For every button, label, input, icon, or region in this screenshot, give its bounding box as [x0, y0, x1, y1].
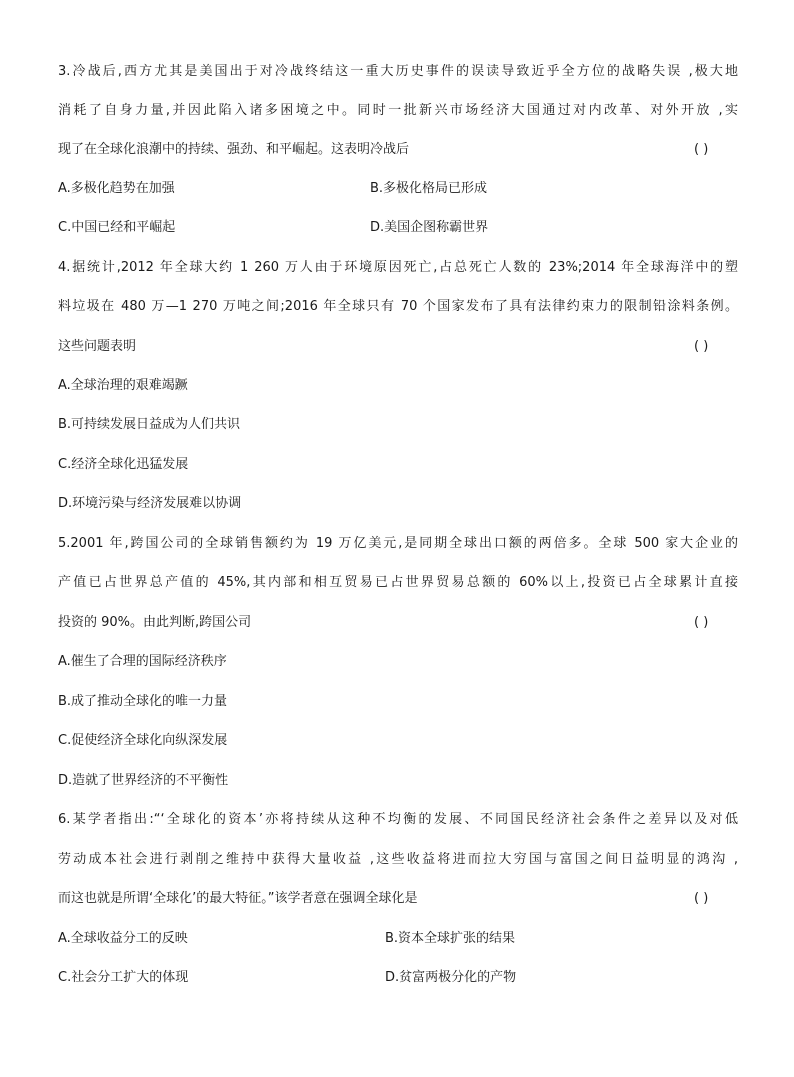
option-c: C.经济全球化迅猛发展 [58, 457, 189, 472]
option-c: C.促使经济全球化向纵深发展 [58, 733, 228, 748]
question-5-stem-end [58, 612, 738, 634]
option-c: C.中国已经和平崛起 [58, 220, 176, 235]
option-d: D.美国企图称霸世界 [370, 220, 489, 235]
question-5-line-3: 投资的 90%。由此判断,跨国公司 [58, 615, 252, 630]
question-4-line-2: 料垃圾在 480 万—1 270 万吨之间;2016 年全球只有 70 个国家发布了具有法律约束力的限制铅涂料条例。 [58, 299, 738, 314]
question-5-line-2: 产值已占世界总产值的 45%,其内部和相互贸易已占世界贸易总额的 60%以上,投资已占全球累计直接 [58, 575, 738, 590]
answer-blank: ( ) [694, 888, 738, 910]
answer-blank: ( ) [694, 336, 738, 358]
option-a: A.催生了合理的国际经济秩序 [58, 654, 227, 669]
question-3-line-1: 3.冷战后,西方尤其是美国出于对冷战终结这一重大历史事件的误读导致近乎全方位的战略失误 ,极大地 [58, 64, 738, 79]
option-c: C.社会分工扩大的体现 [58, 970, 189, 985]
option-d: D.环境污染与经济发展难以协调 [58, 496, 242, 511]
question-5-line-1: 5.2001 年,跨国公司的全球销售额约为 19 万亿美元,是同期全球出口额的两倍多。全球 500 家大企业的 [58, 536, 738, 551]
question-6-line-1: 6.某学者指出:“‘全球化的资本’亦将持续从这种不均衡的发展、不同国民经济社会条件之差异以及对低 [58, 812, 738, 827]
question-3-line-2: 消耗了自身力量,并因此陷入诸多困境之中。同时一批新兴市场经济大国通过对内改革、对外开放 ,实 [58, 103, 738, 118]
question-4-line-3: 这些问题表明 [58, 339, 137, 354]
option-d: D.贫富两极分化的产物 [385, 970, 517, 985]
question-3-stem-end [58, 139, 738, 161]
option-a: A.全球治理的艰难竭蹶 [58, 378, 188, 393]
option-b: B.资本全球扩张的结果 [385, 931, 516, 946]
question-3-line-3: 现了在全球化浪潮中的持续、强劲、和平崛起。这表明冷战后 [58, 142, 410, 157]
question-4-line-1: 4.据统计,2012 年全球大约 1 260 万人由于环境原因死亡,占总死亡人数的 23%;2014 年全球海洋中的塑 [58, 260, 738, 275]
option-a: A.多极化趋势在加强 [58, 181, 175, 196]
answer-blank: ( ) [694, 139, 738, 161]
question-6-stem-end [58, 888, 738, 910]
question-4-stem-end [58, 336, 738, 358]
option-d: D.造就了世界经济的不平衡性 [58, 773, 229, 788]
option-b: B.可持续发展日益成为人们共识 [58, 417, 241, 432]
question-6-line-3: 而这也就是所谓‘全球化’的最大特征。”该学者意在强调全球化是 [58, 891, 418, 906]
option-b: B.成了推动全球化的唯一力量 [58, 694, 228, 709]
question-6-line-2: 劳动成本社会进行剥削之维持中获得大量收益 ,这些收益将进而拉大穷国与富国之间日益明显的鸿沟 , [58, 852, 738, 867]
answer-blank: ( ) [694, 612, 738, 634]
option-a: A.全球收益分工的反映 [58, 931, 188, 946]
option-b: B.多极化格局已形成 [370, 181, 488, 196]
